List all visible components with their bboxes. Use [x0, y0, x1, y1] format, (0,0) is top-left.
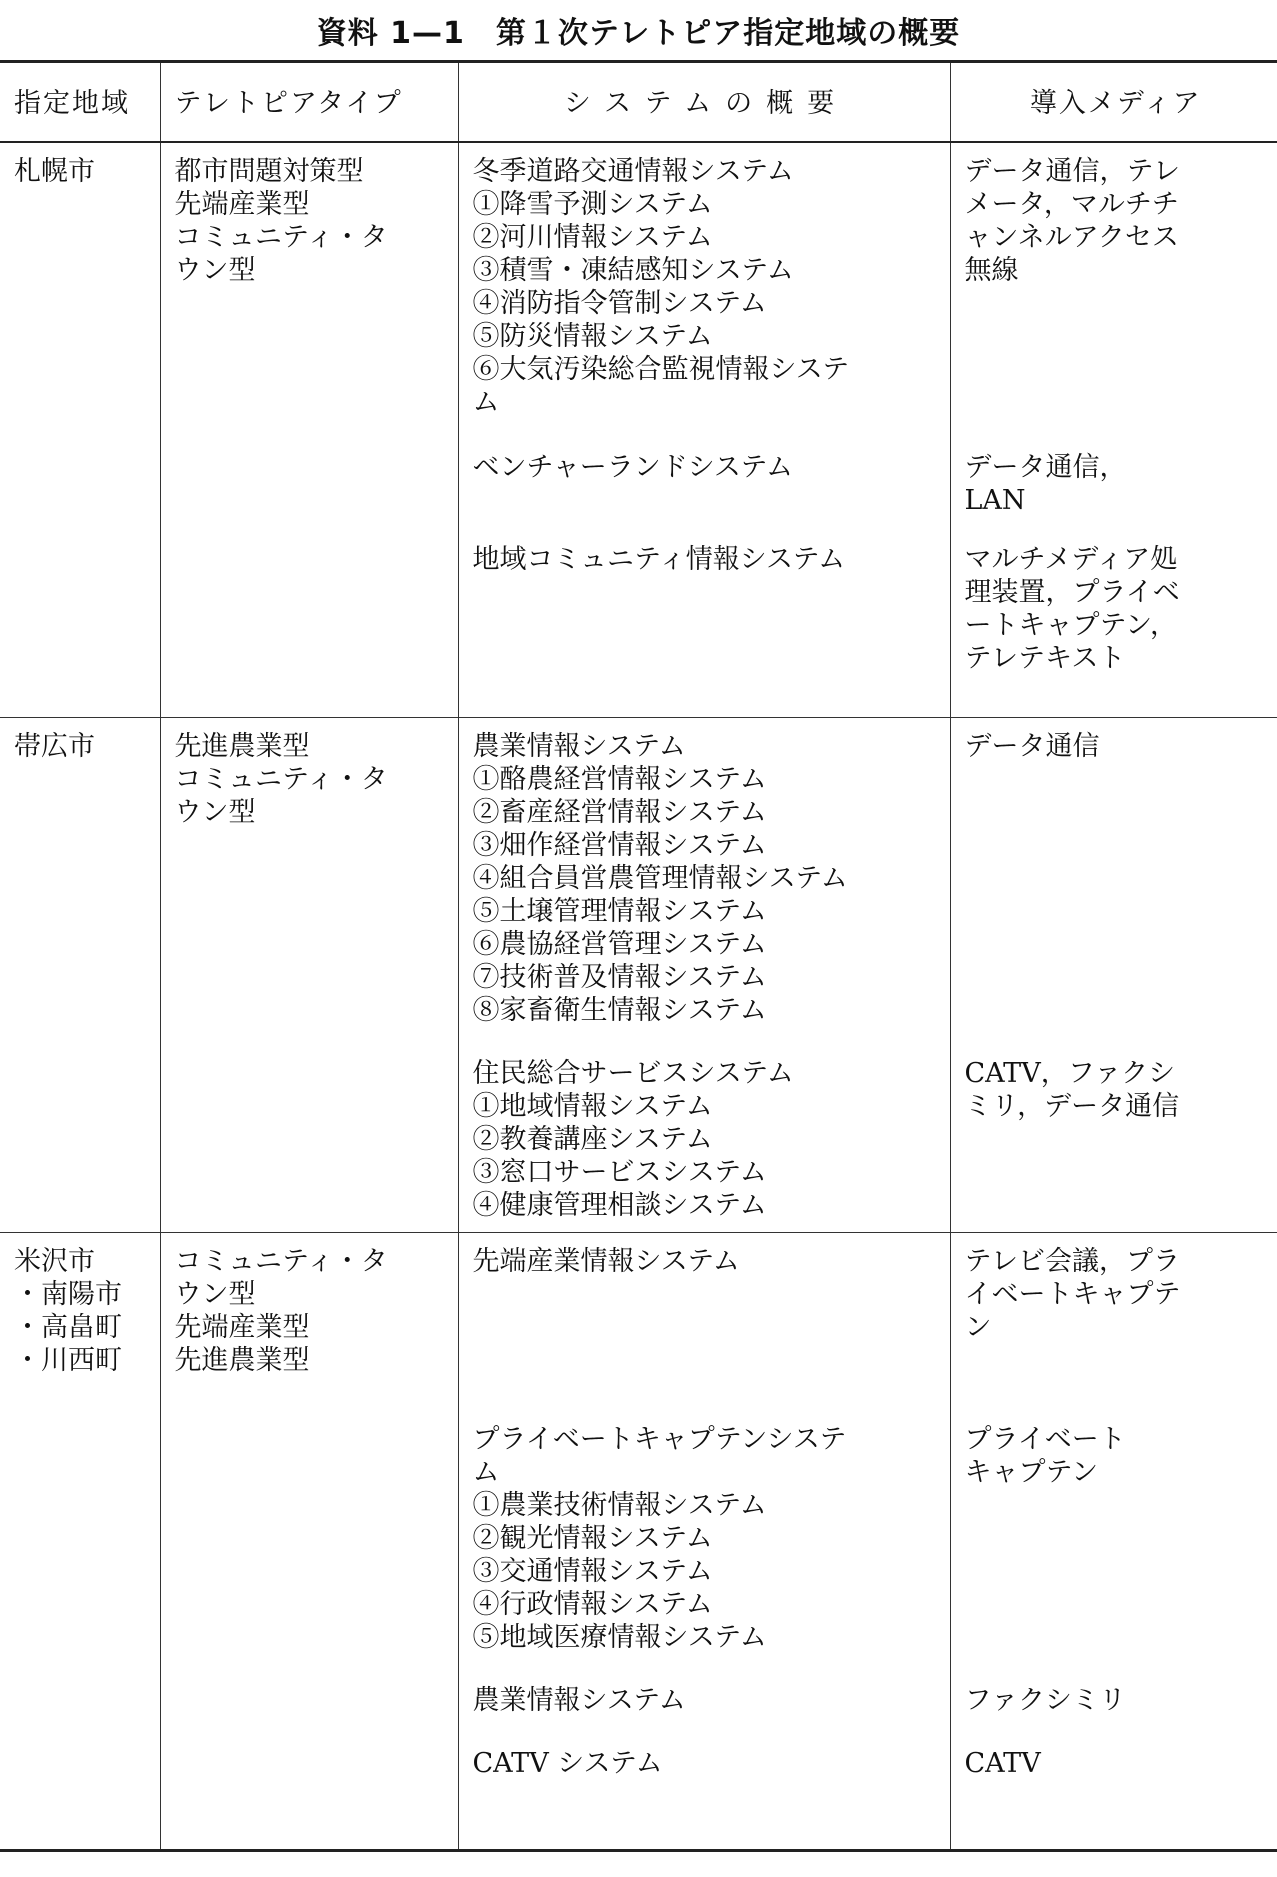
- media-block: [965, 1057, 1268, 1123]
- system-block: [473, 1747, 940, 1780]
- system-line: ⑦技術普及情報システム: [472, 961, 767, 993]
- media-block: [965, 730, 1268, 1027]
- system-line: ②畜産経営情報システム: [472, 796, 767, 828]
- system-block: [473, 451, 940, 517]
- type-cell: [160, 142, 458, 717]
- system-block: [473, 1245, 940, 1377]
- system-line: ⑧家畜衛生情報システム: [472, 994, 767, 1026]
- type-line: ウン型: [174, 796, 256, 828]
- system-line: ②教養講座システム: [472, 1123, 713, 1155]
- system-line: 冬季道路交通情報システム: [472, 156, 794, 187]
- media-block: [965, 1684, 1268, 1717]
- system-line: 地域コミュニティ情報システム: [472, 544, 846, 575]
- media-line: キャプテン: [964, 1456, 1099, 1488]
- header-area: 指定地域: [0, 62, 160, 143]
- system-line: ベンチャーランドシステム: [472, 452, 793, 483]
- type-cell: [160, 717, 458, 1232]
- system-block: [473, 730, 940, 1027]
- system-block: [473, 543, 940, 576]
- area-cell: [0, 142, 160, 717]
- system-line: ③積雪・凍結感知システム: [472, 255, 794, 286]
- type-line: 先進農業型: [174, 1344, 310, 1376]
- media-block: [965, 155, 1268, 419]
- media-block: [965, 451, 1268, 517]
- system-line: プライベートキャプテンシステ: [472, 1423, 847, 1455]
- system-line: ③畑作経営情報システム: [472, 829, 767, 861]
- region-row-sapporo: [0, 142, 1277, 717]
- area-name: ・南陽市: [14, 1278, 122, 1310]
- system-line: ④組合員営農管理情報システム: [472, 862, 848, 894]
- type-line: コミュニティ・タ: [174, 222, 388, 253]
- document-title: 資料 1—1 第１次テレトピア指定地域の概要: [316, 16, 961, 51]
- media-line: イベートキャプテ: [964, 1278, 1181, 1310]
- system-line: ①農業技術情報システム: [472, 1489, 767, 1521]
- media-line: ファクシミリ: [964, 1684, 1126, 1716]
- media-line: データ通信: [964, 730, 1100, 762]
- system-line: ム: [472, 387, 500, 418]
- area-cell: [0, 1232, 160, 1851]
- type-line: ウン型: [174, 1278, 256, 1310]
- media-line: データ通信，: [964, 452, 1127, 483]
- header-row: [0, 62, 1277, 143]
- media-line: ャンネルアクセス: [964, 222, 1179, 253]
- header-media: 導入メディア: [950, 62, 1277, 143]
- system-line: ⑥大気汚染総合監視情報システ: [472, 354, 850, 385]
- header-type: テレトピアタイプ: [160, 62, 458, 143]
- region-row-obihiro: [0, 717, 1277, 1232]
- system-line: ⑥農協経営管理システム: [472, 928, 767, 960]
- system-line: ②観光情報システム: [472, 1522, 713, 1554]
- media-line: テレビ会議，プラ: [964, 1245, 1180, 1277]
- area-name: 札幌市: [14, 156, 95, 187]
- media-cell: [950, 142, 1277, 717]
- system-line: 住民総合サービスシステム: [472, 1057, 794, 1089]
- media-line: 理装置，プライベ: [964, 577, 1180, 608]
- media-line: ミリ，データ通信: [964, 1090, 1180, 1122]
- system-block: [473, 1057, 940, 1222]
- type-line: コミュニティ・タ: [174, 763, 388, 795]
- media-line: CATV: [964, 1747, 1041, 1779]
- system-line: ⑤地域医療情報システム: [472, 1621, 767, 1653]
- system-cell: [458, 142, 950, 717]
- region-row-yonezawa: [0, 1232, 1277, 1851]
- media-cell: [950, 717, 1277, 1232]
- media-line: ートキャプテン，: [964, 610, 1177, 641]
- system-line: 農業情報システム: [472, 730, 686, 762]
- system-line: ム: [472, 1456, 500, 1488]
- type-line: 先進農業型: [174, 730, 310, 762]
- media-block: [965, 1423, 1268, 1654]
- media-line: CATV，ファクシ: [964, 1057, 1176, 1089]
- system-block: [473, 1684, 940, 1717]
- system-line: ③交通情報システム: [472, 1555, 713, 1587]
- type-line: 都市問題対策型: [174, 156, 364, 187]
- area-name: ・高畠町: [14, 1311, 122, 1343]
- media-line: プライベート: [964, 1423, 1126, 1455]
- area-name: ・川西町: [14, 1344, 122, 1376]
- system-line: ④消防指令管制システム: [472, 288, 767, 319]
- type-line: 先端産業型: [174, 189, 310, 220]
- system-cell: [458, 1232, 950, 1851]
- media-line: テレテキスト: [964, 643, 1126, 674]
- media-cell: [950, 1232, 1277, 1851]
- header-system: システムの概要: [458, 62, 950, 143]
- area-name: 帯広市: [14, 730, 95, 762]
- media-block: [965, 1747, 1268, 1780]
- type-cell: [160, 1232, 458, 1851]
- media-line: 無線: [964, 255, 1019, 286]
- system-cell: [458, 717, 950, 1232]
- media-block: [965, 1245, 1268, 1377]
- system-block: [473, 155, 940, 419]
- system-line: ⑤土壌管理情報システム: [472, 895, 767, 927]
- media-line: データ通信，テレ: [964, 156, 1180, 187]
- system-line: ②河川情報システム: [472, 222, 713, 253]
- system-line: CATV システム: [472, 1747, 663, 1779]
- system-line: 先端産業情報システム: [472, 1245, 740, 1277]
- media-line: メータ，マルチチ: [964, 189, 1179, 220]
- system-line: ①地域情報システム: [472, 1090, 713, 1122]
- system-line: ①降雪予測システム: [472, 189, 713, 220]
- media-line: LAN: [964, 485, 1026, 516]
- system-line: ④行政情報システム: [472, 1588, 713, 1620]
- system-line: ④健康管理相談システム: [472, 1189, 767, 1221]
- telepia-table: [0, 60, 1277, 1852]
- type-line: ウン型: [174, 255, 256, 286]
- media-line: ン: [964, 1311, 992, 1343]
- media-block: [965, 543, 1268, 675]
- area-name: 米沢市: [14, 1245, 95, 1277]
- system-line: ①酪農経営情報システム: [472, 763, 767, 795]
- area-cell: [0, 717, 160, 1232]
- system-line: ⑤防災情報システム: [472, 321, 713, 352]
- type-line: コミュニティ・タ: [174, 1245, 388, 1277]
- system-block: [473, 1423, 940, 1654]
- type-line: 先端産業型: [174, 1311, 310, 1343]
- system-line: ③窓口サービスシステム: [472, 1156, 767, 1188]
- system-line: 農業情報システム: [472, 1684, 686, 1716]
- media-line: マルチメディア処: [964, 544, 1178, 575]
